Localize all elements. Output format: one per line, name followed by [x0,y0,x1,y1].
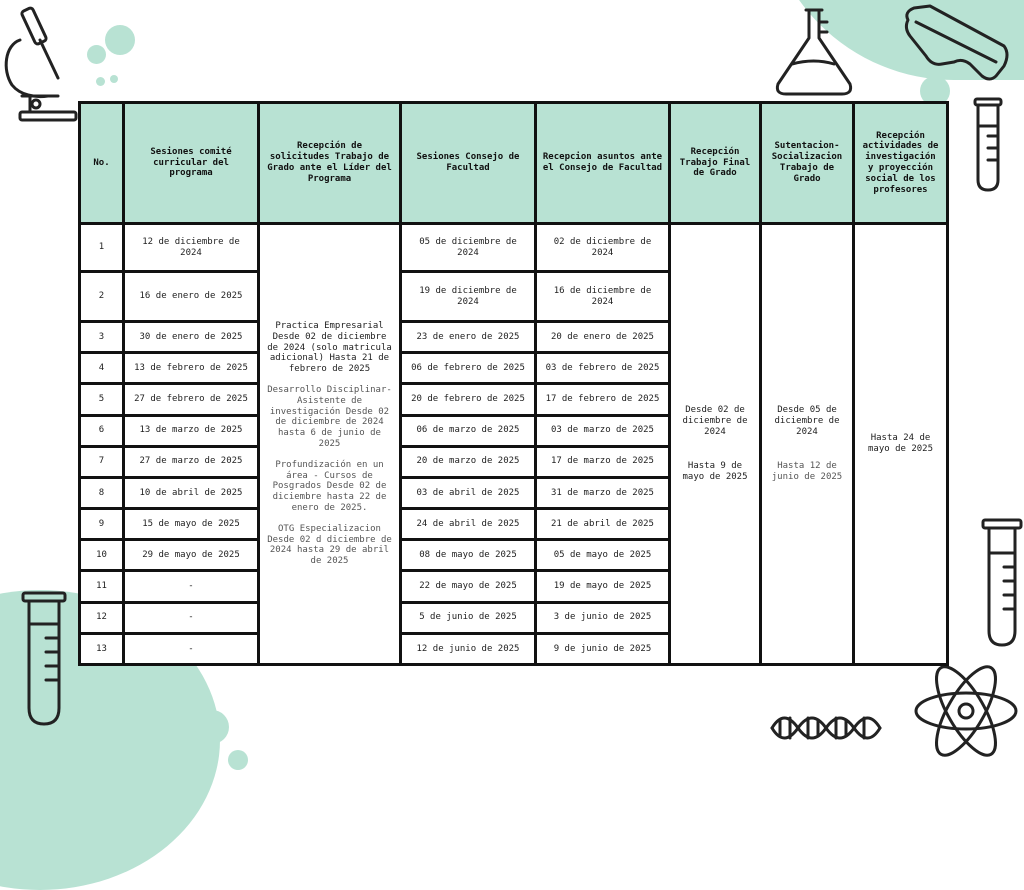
cell-consejo: 08 de mayo de 2025 [401,540,536,571]
header-sustentacion: Sutentacion-Socializacion Trabajo de Grado [761,103,854,224]
decor-dot [195,710,229,744]
cell-no: 2 [80,272,124,322]
cell-asuntos: 19 de mayo de 2025 [536,571,670,602]
schedule-table [78,101,949,666]
cell-comite: 13 de febrero de 2025 [124,353,259,384]
header-trabajo-final: Recepción Trabajo Final de Grado [670,103,761,224]
header-asuntos: Recepcion asuntos ante el Consejo de Facultad [536,103,670,224]
cell-no: 4 [80,353,124,384]
table-row [80,224,948,272]
cell-comite: - [124,571,259,602]
cell-consejo: 06 de febrero de 2025 [401,353,536,384]
test-tube-icon [972,96,1004,194]
microscope-icon [0,0,80,125]
cell-asuntos: 16 de diciembre de 2024 [536,272,670,322]
cell-consejo: 23 de enero de 2025 [401,322,536,353]
cell-trabajo-final [670,224,761,665]
header-comite: Sesiones comité curricular del programa [124,103,259,224]
solicitud-otg: OTG Especializacion Desde 02 d diciembre de 2024 hasta 29 de abril de 2025 [267,523,392,567]
cell-no: 3 [80,322,124,353]
cell-asuntos: 17 de febrero de 2025 [536,384,670,415]
test-tube-icon [20,590,68,730]
decor-dot [96,77,105,86]
cell-consejo: 20 de marzo de 2025 [401,446,536,477]
cell-no: 7 [80,446,124,477]
cell-asuntos: 05 de mayo de 2025 [536,540,670,571]
cell-comite: 15 de mayo de 2025 [124,509,259,540]
cell-consejo: 05 de diciembre de 2024 [401,224,536,272]
cell-no: 5 [80,384,124,415]
cell-no: 6 [80,415,124,446]
cell-asuntos: 20 de enero de 2025 [536,322,670,353]
cell-asuntos: 9 de junio de 2025 [536,633,670,664]
cell-asuntos: 03 de febrero de 2025 [536,353,670,384]
cell-comite: 13 de marzo de 2025 [124,415,259,446]
dna-icon [770,708,882,748]
decor-dot [105,25,135,55]
cell-no: 10 [80,540,124,571]
cell-comite: - [124,633,259,664]
cell-consejo: 24 de abril de 2025 [401,509,536,540]
cell-asuntos: 02 de diciembre de 2024 [536,224,670,272]
sustentacion-desde: Desde 05 de diciembre de 2024 [774,405,840,437]
cell-comite: 29 de mayo de 2025 [124,540,259,571]
cell-comite: 12 de diciembre de 2024 [124,224,259,272]
cell-no: 13 [80,633,124,664]
cell-comite: 27 de marzo de 2025 [124,446,259,477]
header-no: No. [80,103,124,224]
cell-no: 11 [80,571,124,602]
solicitud-desarrollo: Desarrollo Disciplinar-Asistente de investigación Desde 02 de diciembre de 2024 hasta 6 de junio de 2025 [267,385,392,449]
cell-no: 12 [80,602,124,633]
cell-no: 9 [80,509,124,540]
header-investigacion: Recepción actividades de investigación y proyección social de los profesores [854,103,948,224]
cell-asuntos: 3 de junio de 2025 [536,602,670,633]
cell-no: 1 [80,224,124,272]
cell-comite: 30 de enero de 2025 [124,322,259,353]
cell-consejo: 19 de diciembre de 2024 [401,272,536,322]
cell-asuntos: 03 de marzo de 2025 [536,415,670,446]
cell-comite: - [124,602,259,633]
cell-consejo: 12 de junio de 2025 [401,633,536,664]
flask-icon [772,4,856,100]
cell-solicitudes [259,224,401,665]
solicitud-practica: Practica Empresarial Desde 02 de diciembre de 2024 (solo matricula adicional) Hasta 21 de febrero de 2025 [267,321,392,375]
cell-consejo: 06 de marzo de 2025 [401,415,536,446]
trabajo-final-desde: Desde 02 de diciembre de 2024 [682,405,748,437]
cell-consejo: 5 de junio de 2025 [401,602,536,633]
cell-investigacion: Hasta 24 de mayo de 2025 [854,224,948,665]
cell-asuntos: 21 de abril de 2025 [536,509,670,540]
safety-goggles-icon [900,2,1012,84]
cell-consejo: 22 de mayo de 2025 [401,571,536,602]
atom-icon [912,656,1020,766]
decor-dot [87,45,106,64]
cell-asuntos: 31 de marzo de 2025 [536,477,670,508]
header-consejo: Sesiones Consejo de Facultad [401,103,536,224]
decor-dot [110,75,118,83]
cell-asuntos: 17 de marzo de 2025 [536,446,670,477]
solicitud-profundizacion: Profundización en un área - Cursos de Posgrados Desde 02 de diciembre hasta 22 de enero de 2025. [272,459,387,513]
cell-consejo: 20 de febrero de 2025 [401,384,536,415]
decor-dot [168,710,176,718]
cell-comite: 10 de abril de 2025 [124,477,259,508]
header-row [80,103,948,224]
cell-sustentacion [761,224,854,665]
cell-no: 8 [80,477,124,508]
cell-comite: 27 de febrero de 2025 [124,384,259,415]
sustentacion-hasta: Hasta 12 de junio de 2025 [771,461,843,483]
header-solicitudes: Recepción de solicitudes Trabajo de Grado ante el Líder del Programa [259,103,401,224]
test-tube-icon [980,517,1024,649]
cell-consejo: 03 de abril de 2025 [401,477,536,508]
decor-dot [228,750,248,770]
trabajo-final-hasta: Hasta 9 de mayo de 2025 [682,461,748,483]
cell-comite: 16 de enero de 2025 [124,272,259,322]
decor-dot [188,690,208,710]
